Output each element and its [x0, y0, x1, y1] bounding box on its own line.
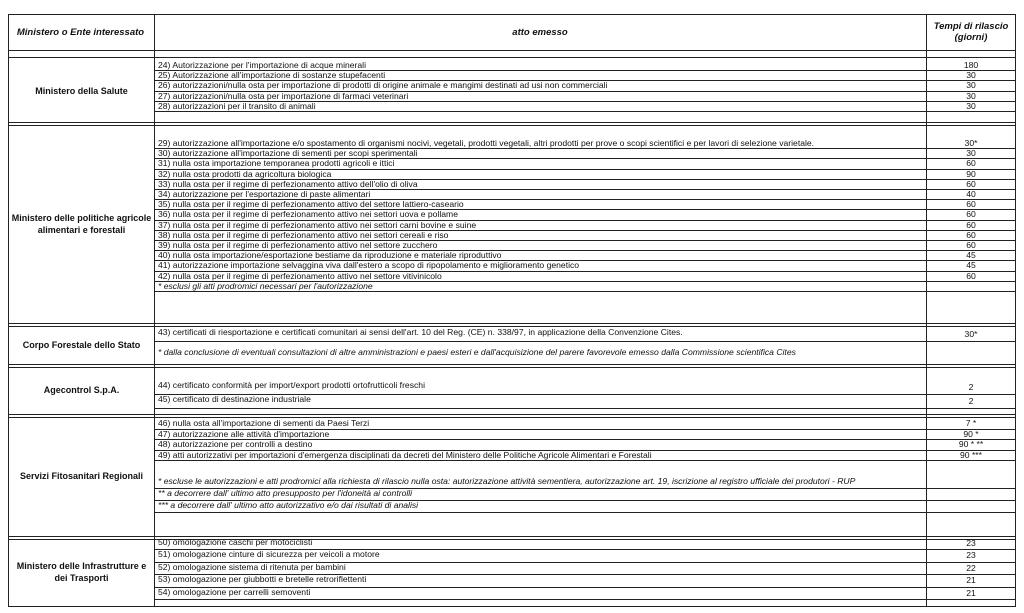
footnote: * esclusi gli atti prodromici necessari per l'autorizzazione: [158, 280, 373, 291]
row-divider: [8, 125, 1016, 126]
act-row: 52) omologazione sistema di ritenuta per bambini: [158, 561, 346, 572]
border-top: [8, 14, 1016, 15]
border-col1: [154, 14, 155, 607]
spacer-line: [8, 57, 1016, 58]
header-tempi: [927, 14, 1015, 50]
days-value: 30*: [964, 329, 978, 339]
ministry-label: Corpo Forestale dello Stato: [22, 339, 141, 350]
row-divider: [155, 512, 1016, 513]
days-value: 60: [966, 158, 976, 169]
act-row: 37) nulla osta per il regime di perfezionamento attivo nei settori carni bovine e suine: [158, 219, 477, 230]
days-value: 40: [966, 189, 976, 199]
ministry-label: Servizi Fitosanitari Regionali: [19, 471, 144, 481]
act-row: 49) atti autorizzativi per importazioni d'emergenza disciplinati da decreti del Ministero delle Politiche Agricole Alimentari e Forestali: [158, 449, 652, 460]
ministry-label: Ministero della Salute: [35, 86, 128, 96]
act-row: 34) autorizzazione per l'esportazione di paste alimentari: [158, 189, 371, 199]
ministry-label: Ministero delle politiche agricole alimentari e forestali: [11, 212, 152, 235]
act-row: 42) nulla osta per il regime di perfezionamento attivo nel settore vitivinicolo: [158, 270, 442, 281]
act-row: 53) omologazione per giubbotti e bretelle retroriflettenti: [158, 574, 367, 585]
days-value: 60: [966, 219, 976, 230]
days-value: 21: [966, 587, 976, 598]
days-value: 7 *: [965, 418, 977, 428]
row-divider: [155, 341, 1016, 342]
act-row: 24) Autorizzazione per l'importazione di acque minerali: [158, 60, 366, 70]
days-value: 90: [966, 168, 976, 179]
border-bottom: [8, 606, 1016, 607]
row-divider: [155, 291, 1016, 292]
act-row: 31) nulla osta importazione temporanea prodotti agricoli e ittici: [158, 158, 395, 169]
act-row: 44) certificato conformità per import/export prodotti ortofrutticoli freschi: [158, 380, 425, 390]
ministry-label: Ministero delle Infrastrutture e dei Trasporti: [16, 561, 147, 583]
days-value: 90 * **: [958, 439, 984, 450]
act-row: 25) Autorizzazione all'importazione di sostanze stupefacenti: [158, 70, 386, 81]
act-row: 28) autorizzazioni per il transito di animali: [158, 100, 316, 111]
act-row: 51) omologazione cinture di sicurezza per veicoli a motore: [158, 549, 380, 560]
act-row: 27) autorizzazioni/nulla osta per importazione di farmaci veterinari: [158, 90, 409, 101]
header-atto: atto emesso: [512, 26, 568, 38]
act-row: 36) nulla osta per il regime di perfezionamento attivo nei settori uova e pollame: [158, 209, 458, 220]
days-value: 60: [966, 199, 976, 210]
border-right: [1015, 14, 1016, 607]
days-value: 30: [966, 148, 976, 159]
row-divider: [155, 599, 1016, 600]
act-row: 45) certificato di destinazione industriale: [158, 394, 311, 404]
act-row: 43) certificati di riesportazione e certificati comunitari ai sensi dell'art. 10 del Reg. (CE) n. 338/97, in applicazione della Convenzione Cites.: [158, 327, 683, 337]
act-row: 33) nulla osta per il regime di perfezionamento attivo dell'olio di oliva: [158, 178, 418, 189]
act-row: 40) nulla osta importazione/esportazione bestiame da riproduzione e materiale riproduttivo: [158, 250, 502, 261]
border-left: [8, 14, 9, 607]
act-row: 32) nulla osta prodotti da agricoltura biologica: [158, 168, 332, 179]
ministry-label: Agecontrol S.p.A.: [43, 385, 120, 395]
row-divider: [8, 414, 1016, 415]
days-value: 30: [966, 90, 976, 101]
header-tempi-line1: Tempi di rilascio: [933, 21, 1009, 32]
header-bottom: [8, 50, 1016, 51]
days-value: 22: [966, 562, 976, 573]
act-row: 50) omologazione caschi per motociclisti: [158, 537, 313, 547]
border-col2: [926, 14, 927, 607]
row-divider: [8, 367, 1016, 368]
footnote: ** a decorrere dall' ultimo atto presupposto per l'idoneità ai controlli: [158, 488, 413, 499]
row-divider: [8, 323, 1016, 324]
days-value: 21: [966, 575, 976, 586]
row-divider: [8, 122, 1016, 123]
act-row: 35) nulla osta per il regime di perfezionamento attivo del settore lattiero-caseario: [158, 199, 464, 210]
days-value: 30: [966, 80, 976, 91]
days-value: 90 *: [963, 428, 979, 439]
row-divider: [155, 460, 1016, 461]
act-row: 39) nulla osta per il regime di perfezionamento attivo nel settore zucchero: [158, 240, 438, 250]
footnote: *** a decorrere dall' ultimo atto autorizzativo e/o dai risultati di analisi: [158, 500, 419, 511]
act-row: 30) autorizzazione all'importazione di sementi per scopi sperimentali: [158, 148, 418, 159]
days-value: 180: [963, 60, 979, 70]
days-value: 30: [966, 70, 976, 81]
days-value: 23: [966, 550, 976, 561]
row-divider: [8, 364, 1016, 365]
days-value: 60: [966, 209, 976, 220]
act-row: 41) autorizzazione importazione selvaggina viva dall'estero a scopo di ripopolamento e miglioramento genetico: [158, 260, 580, 271]
act-row: 48) autorizzazione per controlli a destino: [158, 439, 313, 450]
days-value: 2: [968, 382, 974, 392]
days-value: 60: [966, 270, 976, 281]
act-row: 46) nulla osta all'importazione di sementi da Paesi Terzi: [158, 418, 370, 428]
days-value: 30*: [964, 138, 978, 148]
days-value: 60: [966, 240, 976, 250]
row-divider: [155, 111, 1016, 112]
act-row: 29) autorizzazione all'importazione e/o spostamento di organismi nocivi, vegetali, prodotti vegetali, altri prodotti per prove o scopi scientifici e per lavori di selezione varietale.: [158, 138, 815, 148]
days-value: 23: [966, 538, 976, 548]
header-tempi-line2: (giorni): [954, 32, 988, 43]
act-row: 54) omologazione per carrelli semoventi: [158, 586, 311, 597]
days-value: 45: [966, 260, 976, 271]
days-value: 45: [966, 250, 976, 261]
act-row: 38) nulla osta per il regime di perfezionamento attivo nei settori cereali e riso: [158, 229, 449, 240]
days-value: 2: [968, 396, 974, 406]
footnote: * dalla conclusione di eventuali consultazioni di altre amministrazioni e paesi esteri e dall'acquisizione del parere favorevole emesso dalla Commissione scientifica Cites: [158, 347, 796, 357]
days-value: 90 ***: [960, 449, 982, 460]
days-value: 30: [966, 100, 976, 111]
footnote: * escluse le autorizzazioni e atti prodromici alla richiesta di rilascio nulla osta: autorizzazione attività sementiera, autorizzazione art. 19, iscrizione al registro ufficiale dei produtori - RUP: [158, 476, 856, 487]
days-value: 60: [966, 229, 976, 240]
header-ministero: Ministero o Ente interessato: [16, 26, 145, 38]
act-row: 47) autorizzazione alle attività d'importazione: [158, 428, 330, 439]
act-row: 26) autorizzazioni/nulla osta per importazione di prodotti di origine animale e mangimi destinati ad usi non commerciali: [158, 80, 608, 91]
row-divider: [155, 408, 1016, 409]
days-value: 60: [966, 178, 976, 189]
